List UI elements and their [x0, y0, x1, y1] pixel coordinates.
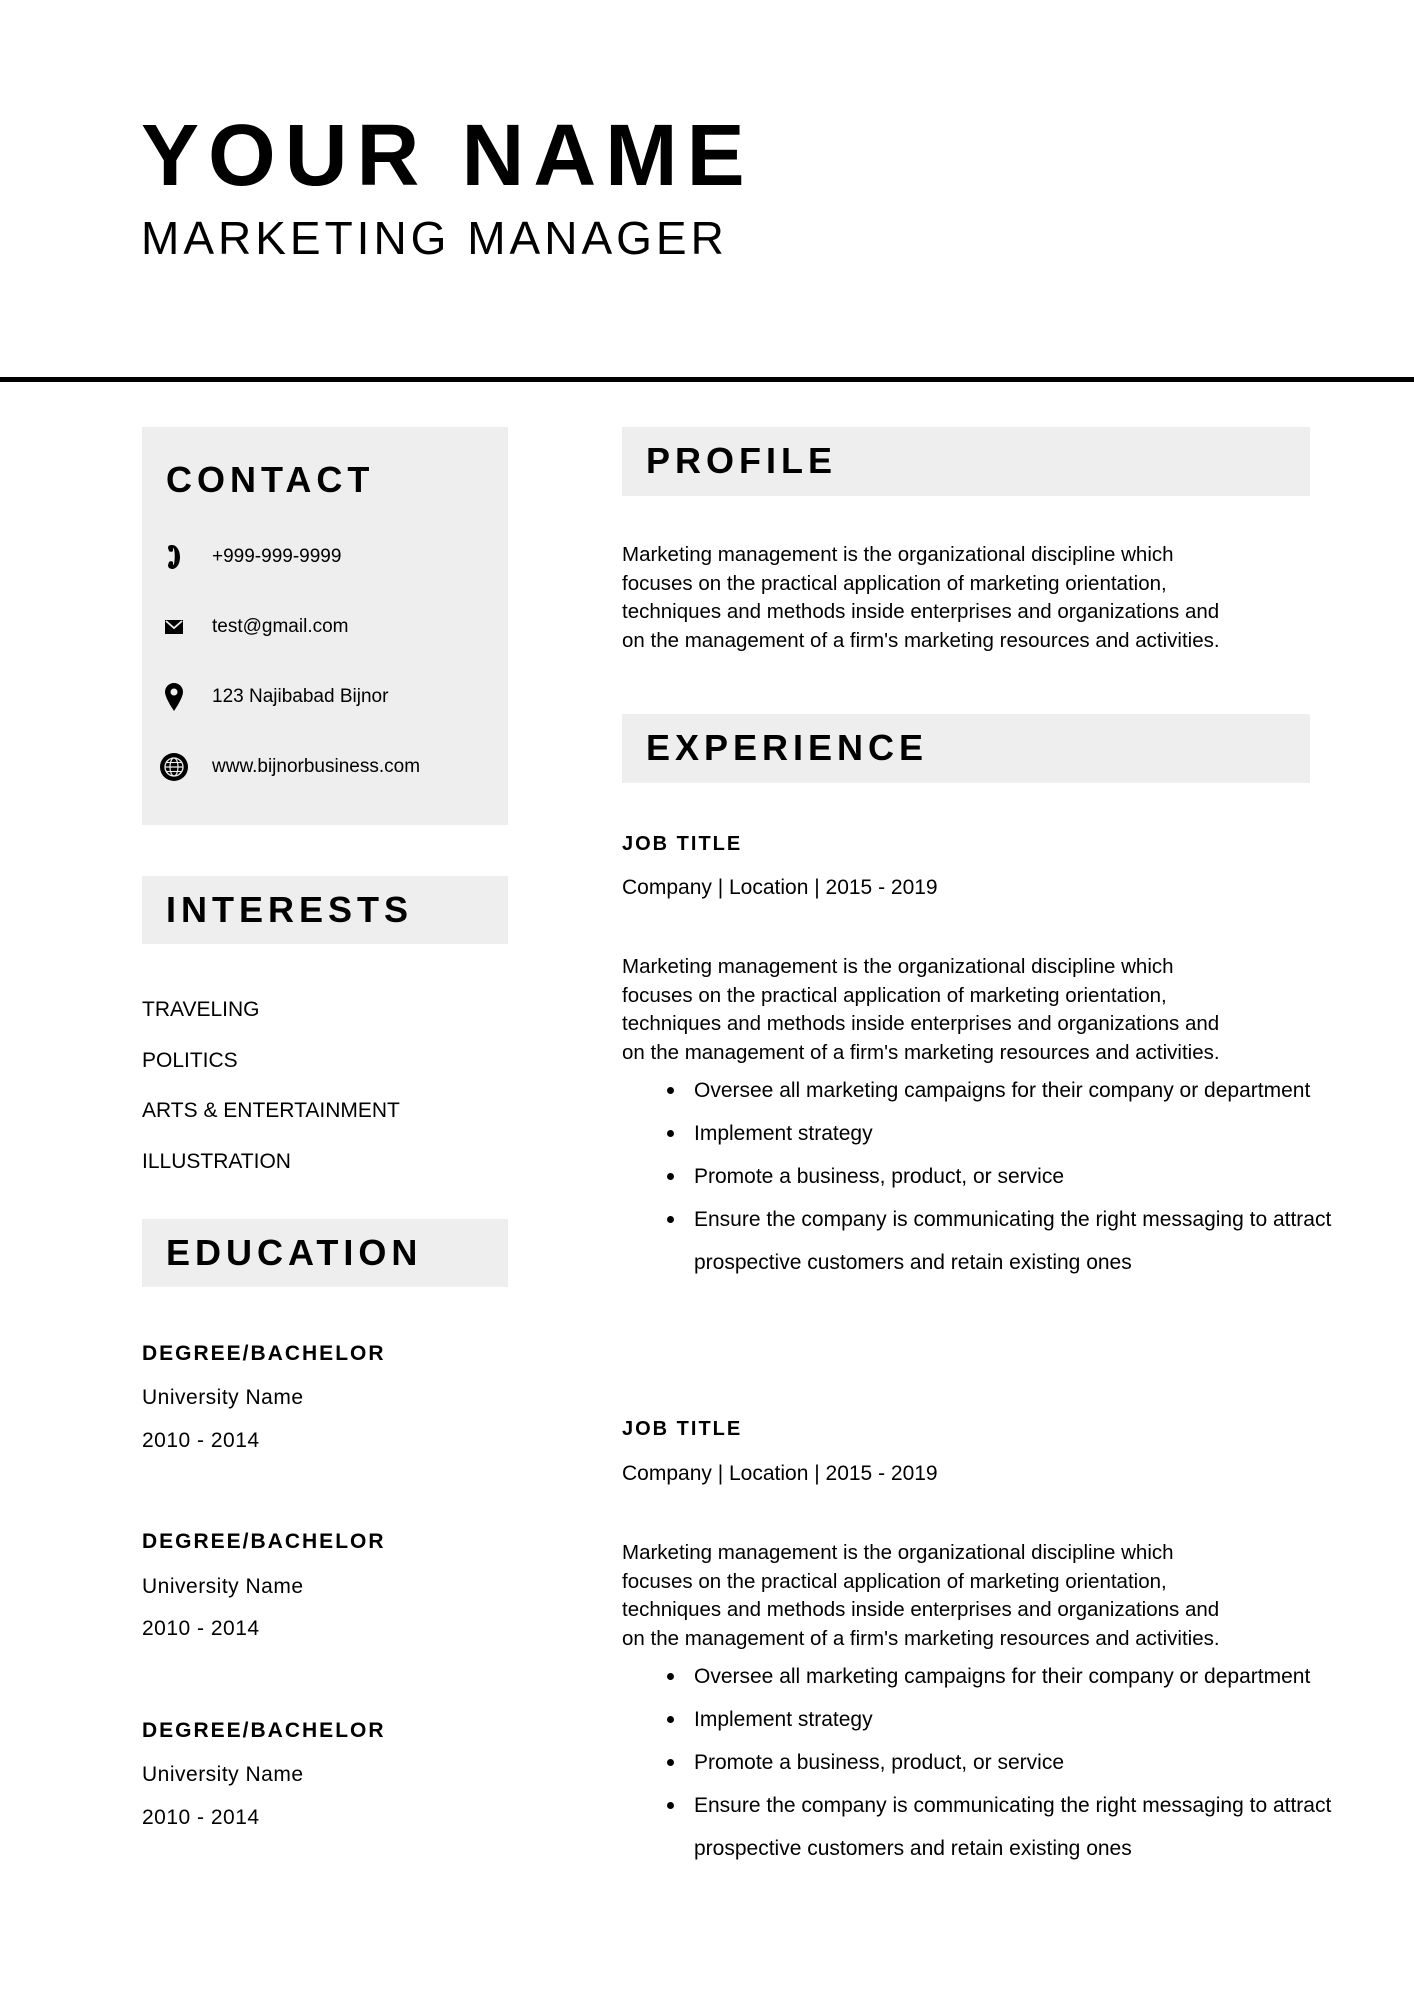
resume-name: YOUR NAME: [141, 107, 754, 204]
job-bullet: Promote a business, product, or service: [640, 1741, 1360, 1784]
globe-icon: [158, 752, 190, 782]
job-meta: Company | Location | 2015 - 2019: [622, 1462, 938, 1485]
job-description: Marketing management is the organizational discipline which focuses on the practical application of marketing orientation, techniques and methods inside enterprises and organizations and on the management of a firm's marketing resources and activities.: [622, 1541, 1220, 1650]
interest-item: POLITICS: [142, 1049, 238, 1072]
bullet-dot-icon: [667, 1130, 674, 1137]
job-bullets: [640, 1069, 1360, 1284]
interests-heading: INTERESTS: [166, 889, 414, 930]
mail-icon: [158, 612, 190, 642]
phone-icon: [158, 542, 190, 572]
job-bullet: Implement strategy: [640, 1112, 1360, 1155]
education-school: University Name: [142, 1575, 304, 1598]
contact-phone-text: +999-999-9999: [212, 546, 342, 567]
job-title: JOB TITLE: [622, 833, 743, 855]
job-bullet: Oversee all marketing campaigns for their company or department: [640, 1069, 1360, 1112]
job-bullet: Ensure the company is communicating the right messaging to attract prospective customers and retain existing ones: [640, 1784, 1360, 1870]
job-bullet: Implement strategy: [640, 1698, 1360, 1741]
resume-job-title: MARKETING MANAGER: [141, 212, 728, 264]
education-school: University Name: [142, 1386, 304, 1409]
education-school: University Name: [142, 1763, 304, 1786]
job-bullet: Oversee all marketing campaigns for their company or department: [640, 1655, 1360, 1698]
experience-heading: EXPERIENCE: [646, 727, 929, 768]
job-bullets: [640, 1655, 1360, 1870]
contact-email-text: test@gmail.com: [212, 616, 349, 637]
contact-phone: [158, 542, 341, 572]
bullet-dot-icon: [667, 1216, 674, 1223]
job-bullet: Promote a business, product, or service: [640, 1155, 1360, 1198]
contact-website: [158, 752, 420, 782]
job-meta: Company | Location | 2015 - 2019: [622, 876, 938, 899]
bullet-dot-icon: [667, 1673, 674, 1680]
contact-address-text: 123 Najibabad Bijnor: [212, 686, 389, 707]
profile-heading: PROFILE: [646, 440, 838, 481]
bullet-dot-icon: [667, 1759, 674, 1766]
bullet-dot-icon: [667, 1716, 674, 1723]
contact-email: [158, 612, 349, 642]
contact-website-text: www.bijnorbusiness.com: [212, 756, 421, 777]
interest-item: ILLUSTRATION: [142, 1150, 291, 1173]
education-degree: DEGREE/BACHELOR: [142, 1719, 386, 1742]
education-years: 2010 - 2014: [142, 1617, 260, 1640]
education-degree: DEGREE/BACHELOR: [142, 1530, 386, 1553]
job-description: Marketing management is the organizational discipline which focuses on the practical application of marketing orientation, techniques and methods inside enterprises and organizations and on the management of a firm's marketing resources and activities.: [622, 955, 1220, 1064]
education-heading: EDUCATION: [166, 1232, 423, 1273]
job-title: JOB TITLE: [622, 1418, 743, 1440]
bullet-dot-icon: [667, 1087, 674, 1094]
education-degree: DEGREE/BACHELOR: [142, 1342, 386, 1365]
contact-address: [158, 682, 388, 712]
job-bullet: Ensure the company is communicating the right messaging to attract prospective customers and retain existing ones: [640, 1198, 1360, 1284]
profile-text: Marketing management is the organizational discipline which focuses on the practical application of marketing orientation, techniques and methods inside enterprises and organizations and on the management of a firm's marketing resources and activities.: [622, 543, 1220, 652]
bullet-dot-icon: [667, 1802, 674, 1809]
header-divider: [0, 377, 1414, 382]
education-years: 2010 - 2014: [142, 1429, 260, 1452]
contact-heading: CONTACT: [166, 459, 375, 500]
education-years: 2010 - 2014: [142, 1806, 260, 1829]
interest-item: TRAVELING: [142, 998, 260, 1021]
interest-item: ARTS & ENTERTAINMENT: [142, 1099, 400, 1122]
bullet-dot-icon: [667, 1173, 674, 1180]
location-pin-icon: [158, 682, 190, 712]
